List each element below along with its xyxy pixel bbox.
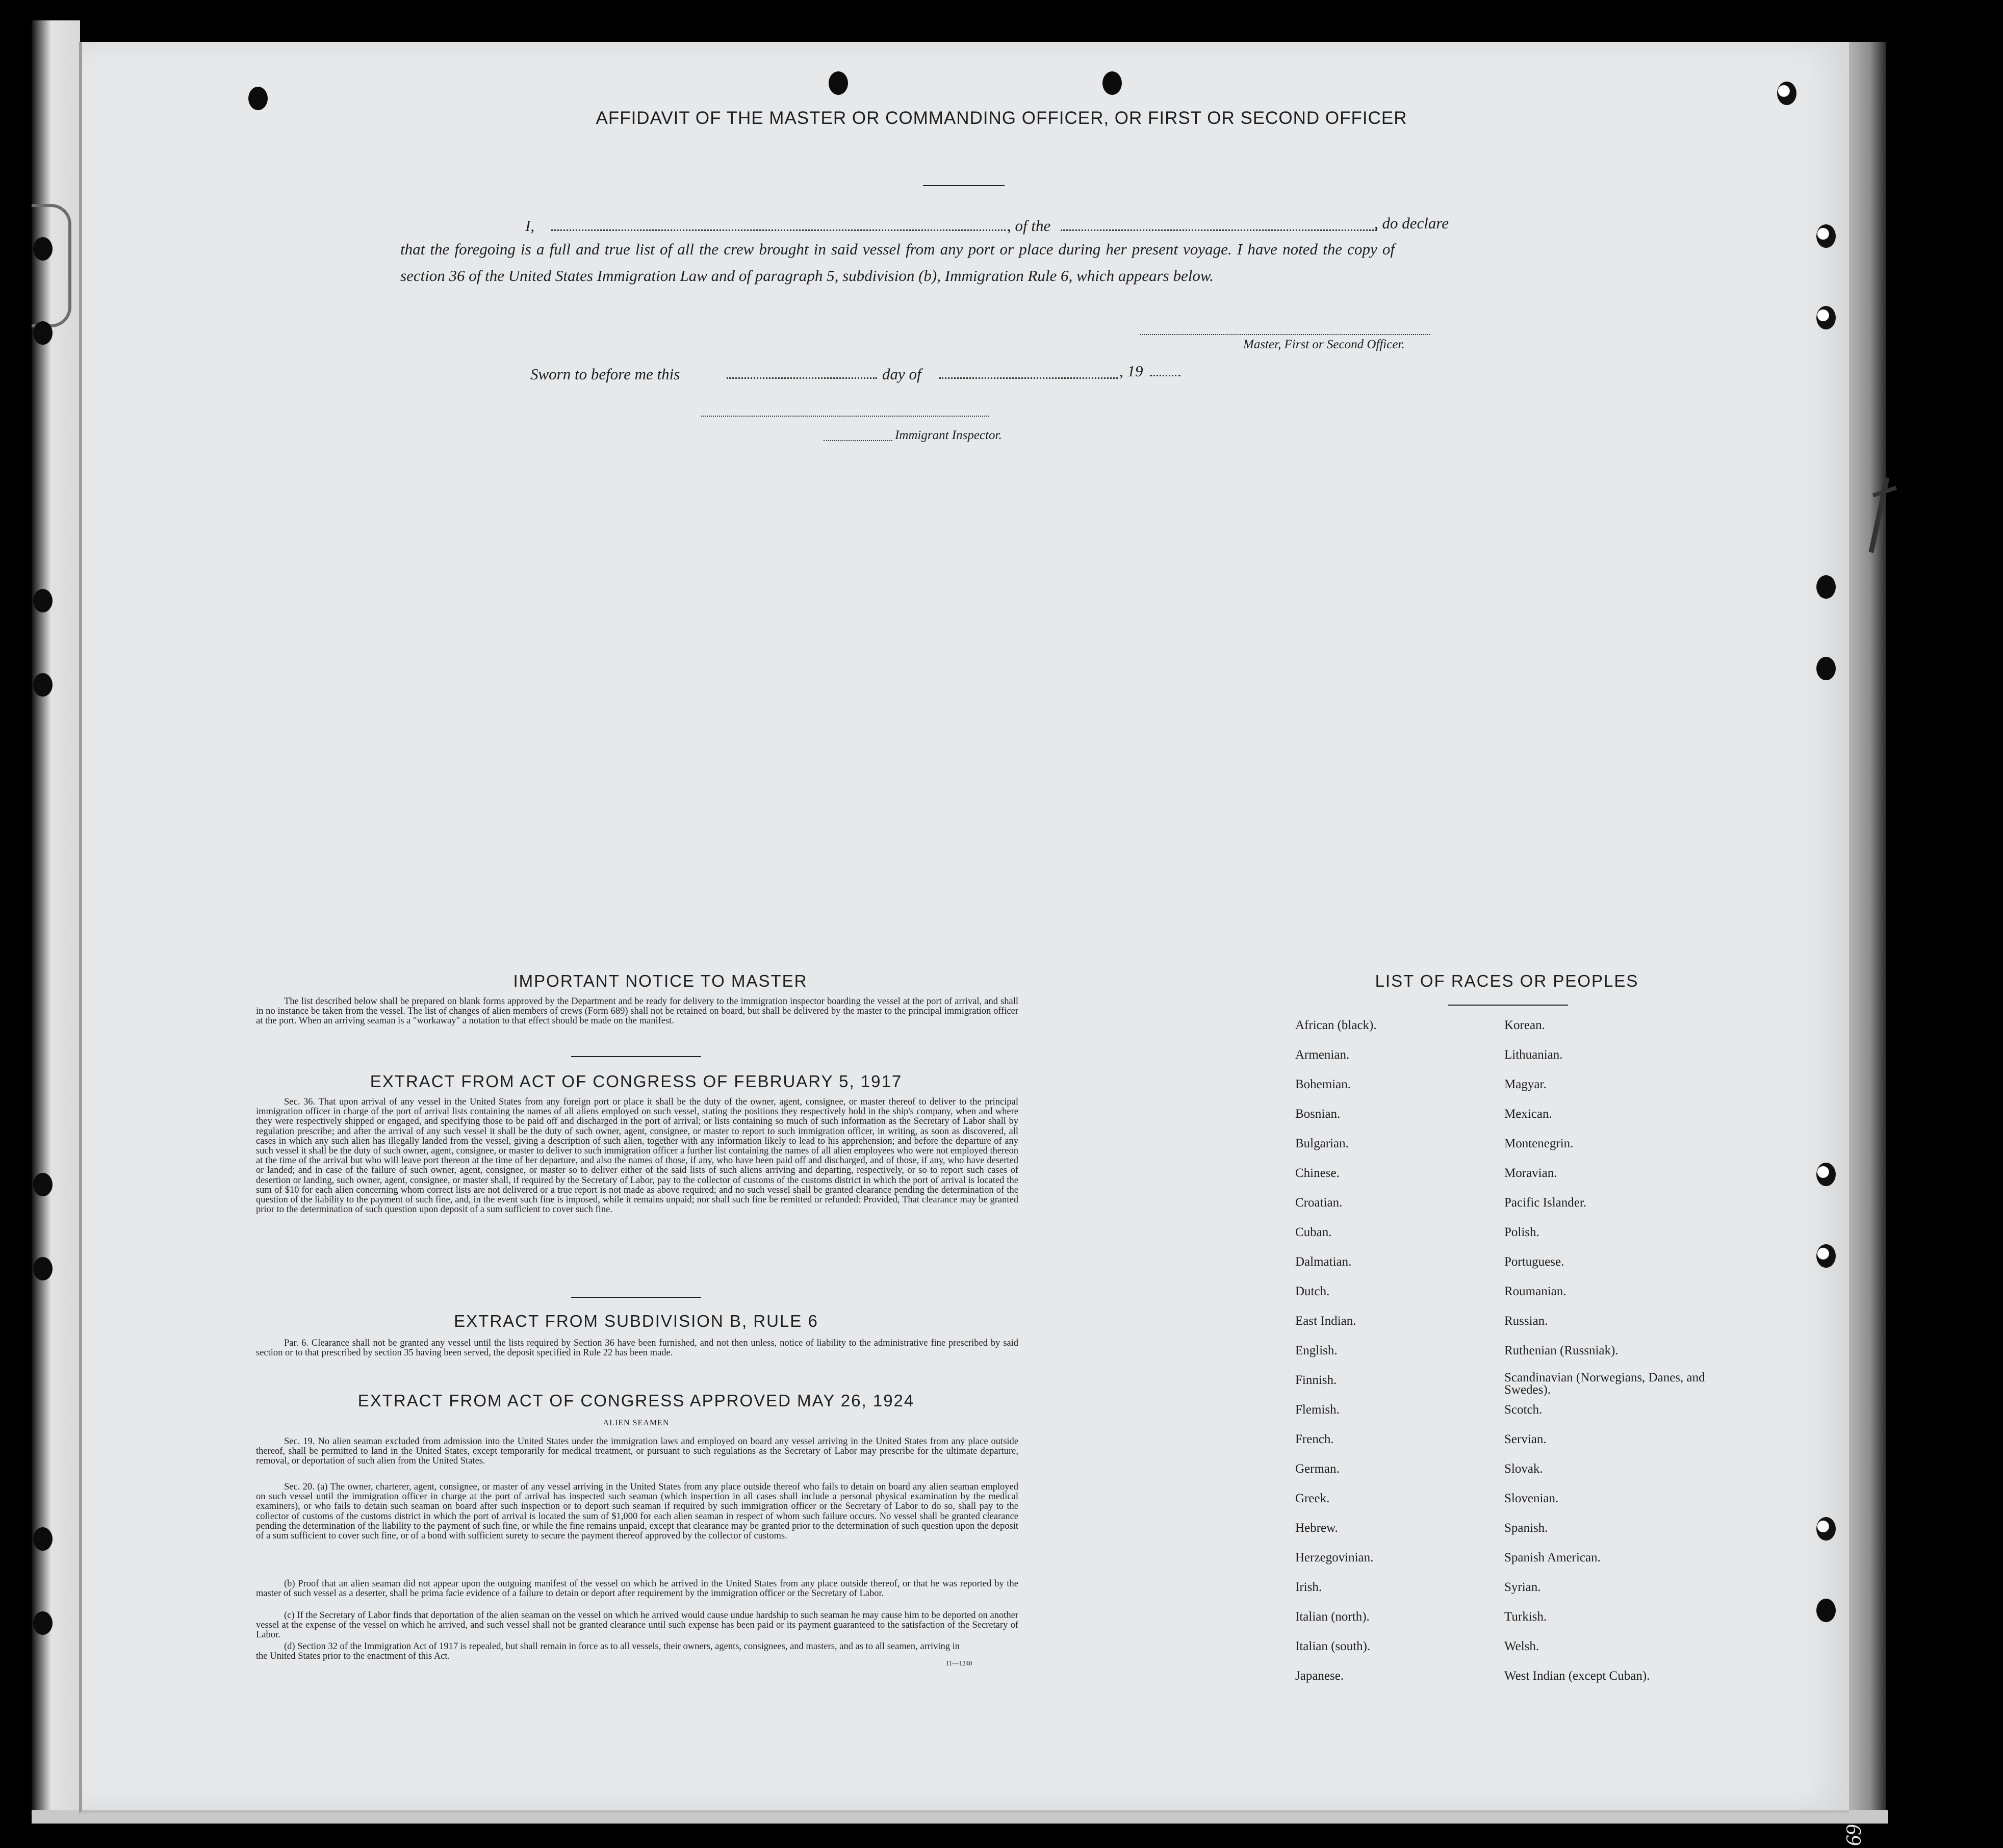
race-item: Turkish.	[1504, 1610, 1547, 1624]
race-item: Syrian.	[1504, 1580, 1541, 1594]
extract-1917-title: EXTRACT FROM ACT OF CONGRESS OF FEBRUARY 5, 1917	[370, 1072, 903, 1091]
sec20b-text: (b) Proof that an alien seaman did not appear upon the outgoing manifest of the vessel on which he arrived in the United States from any place outside thereof, or that he was reported by the master of such vessel as a deserter, shall be prima facie evidence of a failure to detain or deport after requirement by the immigration officer or the Secretary of Labor.	[256, 1579, 1018, 1599]
race-item: Croatian.	[1295, 1196, 1343, 1210]
do-declare-label: , do declare	[1374, 214, 1449, 232]
punch-hole	[33, 237, 53, 261]
affidavit-title: AFFIDAVIT OF THE MASTER OR COMMANDING OFFICER, OR FIRST OR SECOND OFFICER	[596, 108, 1407, 128]
race-item: English.	[1295, 1344, 1338, 1357]
race-item: Hebrew.	[1295, 1521, 1338, 1535]
punch-hole	[33, 1611, 53, 1635]
race-item: West Indian (except Cuban).	[1504, 1669, 1650, 1683]
race-item: Chinese.	[1295, 1166, 1340, 1180]
race-item: Italian (north).	[1295, 1610, 1370, 1624]
punch-hole	[1777, 82, 1796, 105]
race-item: African (black).	[1295, 1018, 1377, 1032]
page-right-edge	[1846, 42, 1886, 1810]
race-item: Polish.	[1504, 1225, 1539, 1239]
race-item: Italian (south).	[1295, 1639, 1371, 1653]
punch-hole	[33, 1527, 53, 1551]
race-item: Dutch.	[1295, 1285, 1330, 1298]
punch-hole	[33, 321, 53, 345]
race-item: Slovenian.	[1504, 1492, 1559, 1505]
sec20c-text: (c) If the Secretary of Labor finds that deportation of the alien seaman on the vessel on which he arrived would cause undue hardship to such seaman he may cause him to be deported on another vessel at the expense of the vessel on which he arrived, and such vessel shall not be granted clearance until such expense has been paid or its payment guaranteed to the satisfaction of the Secretary of Labor.	[256, 1610, 1018, 1640]
inspector-dash	[824, 440, 892, 441]
race-item: Irish.	[1295, 1580, 1322, 1594]
sworn-day-blank[interactable]	[727, 377, 877, 379]
race-item: Mexican.	[1504, 1107, 1552, 1121]
race-item: Bosnian.	[1295, 1107, 1341, 1121]
year-prefix: , 19	[1119, 362, 1143, 380]
race-item: Servian.	[1504, 1432, 1547, 1446]
form-number: 11—1240	[946, 1659, 972, 1667]
punch-hole	[1102, 71, 1122, 95]
master-signature-label: Master, First or Second Officer.	[1243, 338, 1405, 351]
sworn-year-blank[interactable]	[1150, 375, 1180, 376]
race-item: Portuguese.	[1504, 1255, 1564, 1269]
declarant-pronoun: I,	[525, 217, 535, 235]
master-signature-blank[interactable]	[1140, 334, 1430, 335]
race-item: Cuban.	[1295, 1225, 1332, 1239]
margin-note: 69	[1842, 1825, 1866, 1846]
race-item: Bohemian.	[1295, 1077, 1351, 1091]
divider	[923, 185, 1005, 186]
inspector-label: Immigrant Inspector.	[895, 428, 1002, 442]
of-the-label: , of the	[1007, 217, 1051, 235]
punch-hole	[1816, 1163, 1836, 1186]
race-item: Japanese.	[1295, 1669, 1344, 1683]
race-item: Korean.	[1504, 1018, 1545, 1032]
race-item: Armenian.	[1295, 1048, 1350, 1062]
race-item: Herzegovinian.	[1295, 1551, 1374, 1564]
inspector-signature-blank[interactable]	[701, 416, 989, 417]
race-item: Magyar.	[1504, 1077, 1547, 1091]
sec20a-text: Sec. 20. (a) The owner, charterer, agent, consignee, or master of any vessel arriving in the United States from any place outside thereof who fails to detain on board any alien seaman employed on such vessel until the immigration officer in charge at the port of arrival has inspected such seaman (which inspection in all cases shall include a personal physical examination by the medical examiners), or who fails to detain such seaman on board after such inspection or to deport such seaman if required by such immigration officer or the Secretary of Labor to do so, shall pay to the collector of customs of the customs district in which the port of arrival is located the sum of $1,000 for each alien seaman in respect of whom such failure occurs. No vessel shall be granted clearance pending the determination of the liability to the payment of such fine, or while the fine remains unpaid, except that clearance may be granted prior to the determination of such question upon the deposit of a sum sufficient to cover such fine, or of a bond with sufficient surety to secure the payment thereof approved by the collector of customs.	[256, 1482, 1018, 1542]
divider	[571, 1297, 701, 1298]
declarant-name-blank[interactable]	[551, 229, 1010, 231]
race-item: Flemish.	[1295, 1403, 1340, 1417]
affidavit-body: that the foregoing is a full and true list of all the crew brought in said vessel from any port or place during her present voyage. I have noted the copy of section 36 of the United States Immigration Law and of paragraph 5, subdivision (b), Immigration Rule 6, which appears below.	[400, 240, 1395, 285]
race-item: Pacific Islander.	[1504, 1196, 1587, 1210]
punch-hole	[829, 71, 848, 95]
punch-hole	[33, 1173, 53, 1196]
race-item: Spanish.	[1504, 1521, 1548, 1535]
races-title: LIST OF RACES OR PEOPLES	[1375, 971, 1639, 990]
sworn-month-blank[interactable]	[939, 377, 1118, 379]
race-item: Roumanian.	[1504, 1285, 1567, 1298]
punch-hole	[1816, 1517, 1836, 1541]
race-item: Spanish American.	[1504, 1551, 1601, 1564]
extract-1924-title: EXTRACT FROM ACT OF CONGRESS APPROVED MAY 26, 1924	[357, 1391, 915, 1410]
race-item: East Indian.	[1295, 1314, 1356, 1328]
divider	[571, 1056, 701, 1057]
race-item: Slovak.	[1504, 1462, 1543, 1476]
punch-hole	[1816, 1244, 1836, 1268]
race-item: Greek.	[1295, 1492, 1330, 1505]
punch-hole	[33, 673, 53, 697]
race-item: Scotch.	[1504, 1403, 1543, 1417]
race-item: Lithuanian.	[1504, 1048, 1563, 1062]
race-item: Moravian.	[1504, 1166, 1557, 1180]
punch-hole	[33, 1257, 53, 1280]
race-item: Scandinavian (Norwegians, Danes, and Swedes).	[1504, 1371, 1705, 1397]
sec20d-text: (d) Section 32 of the Immigration Act of 1917 is repealed, but shall remain in force as to all vessels, their owners, agents, consignees, and masters, and as to all seamen, arriving in the United States prior to the enactment of this Act.	[256, 1641, 960, 1662]
alien-seamen-subtitle: ALIEN SEAMEN	[603, 1419, 670, 1427]
punch-hole	[1816, 1599, 1836, 1622]
race-item: French.	[1295, 1432, 1334, 1446]
extract-1917-text: Sec. 36. That upon arrival of any vessel in the United States from any foreign port or place it shall be the duty of the owner, agent, consignee, or master thereof to deliver to the principal immigration officer in charge of the port of arrival lists containing the names of all aliens employed on such vessel, stating the positions they respectively hold in the ship's company, when and where they were respectively shipped or engaged, and specifying those to be paid off and discharged in the port of arrival; or lists containing so much of such information as the Secretary of Labor shall by regulation prescribe; and after the arrival of any such vessel it shall be the duty of such owner, agent, consignee, or master to report to such immigration officer, in writing, as soon as discovered, all cases in which any such alien has illegally landed from the vessel, giving a description of such alien, together with any information likely to lead to his apprehension; and before the departure of any such vessel it shall be the duty of such owner, agent, consignee, or master to deliver to such immigration officer a further list containing the names of all alien employees who were not employed thereon at the time of the arrival but who will leave port thereon at the time of her departure, and also the names of those, if any, who have been paid off and discharged, and of those, if any, who have deserted or landed; and in case of the failure of such owner, agent, consignee, or master so to deliver either of the said lists of such aliens arriving and departing, respectively, or so to report such cases of desertion or landing, such owner, agent, consignee, or master shall, if required by the Secretary of Labor, pay to the collector of customs of the customs district in which the port of arrival is located the sum of $10 for each alien concerning whom correct lists are not delivered or a true report is not made as above required; and no such vessel shall be granted clearance pending the determination of the question of the liability to the payment of such fine, and, in the event such fine is imposed, while it remains unpaid; nor shall such fine be remitted or refunded: Provided, That clearance may be granted prior to the determination of such question upon deposit of a sum sufficient to cover such fine.	[256, 1097, 1018, 1215]
race-item: Montenegrin.	[1504, 1137, 1574, 1150]
race-item: Finnish.	[1295, 1373, 1337, 1387]
punch-hole	[1816, 224, 1836, 248]
notice-title: IMPORTANT NOTICE TO MASTER	[513, 971, 808, 990]
punch-hole	[248, 87, 268, 110]
race-item: Ruthenian (Russniak).	[1504, 1344, 1619, 1357]
divider	[1448, 1005, 1568, 1006]
day-of-label: day of	[882, 365, 921, 383]
sworn-label: Sworn to before me this	[530, 365, 680, 383]
notice-text: The list described below shall be prepared on blank forms approved by the Department and be ready for delivery to the immigration inspector boarding the vessel at the port of arrival, and shall in no instance be taken from the vessel. The list of changes of alien members of crews (Form 689) shall not be retained on board, but shall be delivered by the master to the principal immigration officer at the port. When an arriving seaman is a "workaway" a notation to that effect should be made on the manifest.	[256, 996, 1018, 1026]
punch-hole	[1816, 306, 1836, 329]
punch-hole	[33, 589, 53, 612]
extract-rule6-title: EXTRACT FROM SUBDIVISION B, RULE 6	[454, 1312, 818, 1330]
vessel-name-blank[interactable]	[1061, 229, 1377, 231]
race-item: Bulgarian.	[1295, 1137, 1349, 1150]
sec19-text: Sec. 19. No alien seaman excluded from admission into the United States under the immigration laws and employed on board any vessel arriving in the United States from any place outside thereof, shall be permitted to land in the United States, except temporarily for medical treatment, or pursuant to such regulations as the Secretary of Labor may prescribe for the ultimate departure, removal, or deportation of such alien from the United States.	[256, 1436, 1018, 1467]
race-item: Russian.	[1504, 1314, 1548, 1328]
race-item: Welsh.	[1504, 1639, 1539, 1653]
race-item: Dalmatian.	[1295, 1255, 1352, 1269]
document-page	[79, 42, 1849, 1813]
extract-rule6-text: Par. 6. Clearance shall not be granted any vessel until the lists required by Section 36 have been furnished, and not then unless, notice of liability to the administrative fine prescribed by said section or to that prescribed by section 35 having been served, the deposit specified in Rule 22 has been made.	[256, 1338, 1018, 1358]
race-item: German.	[1295, 1462, 1340, 1476]
binder-ring	[32, 204, 71, 327]
punch-hole	[1816, 657, 1836, 680]
punch-hole	[1816, 575, 1836, 599]
